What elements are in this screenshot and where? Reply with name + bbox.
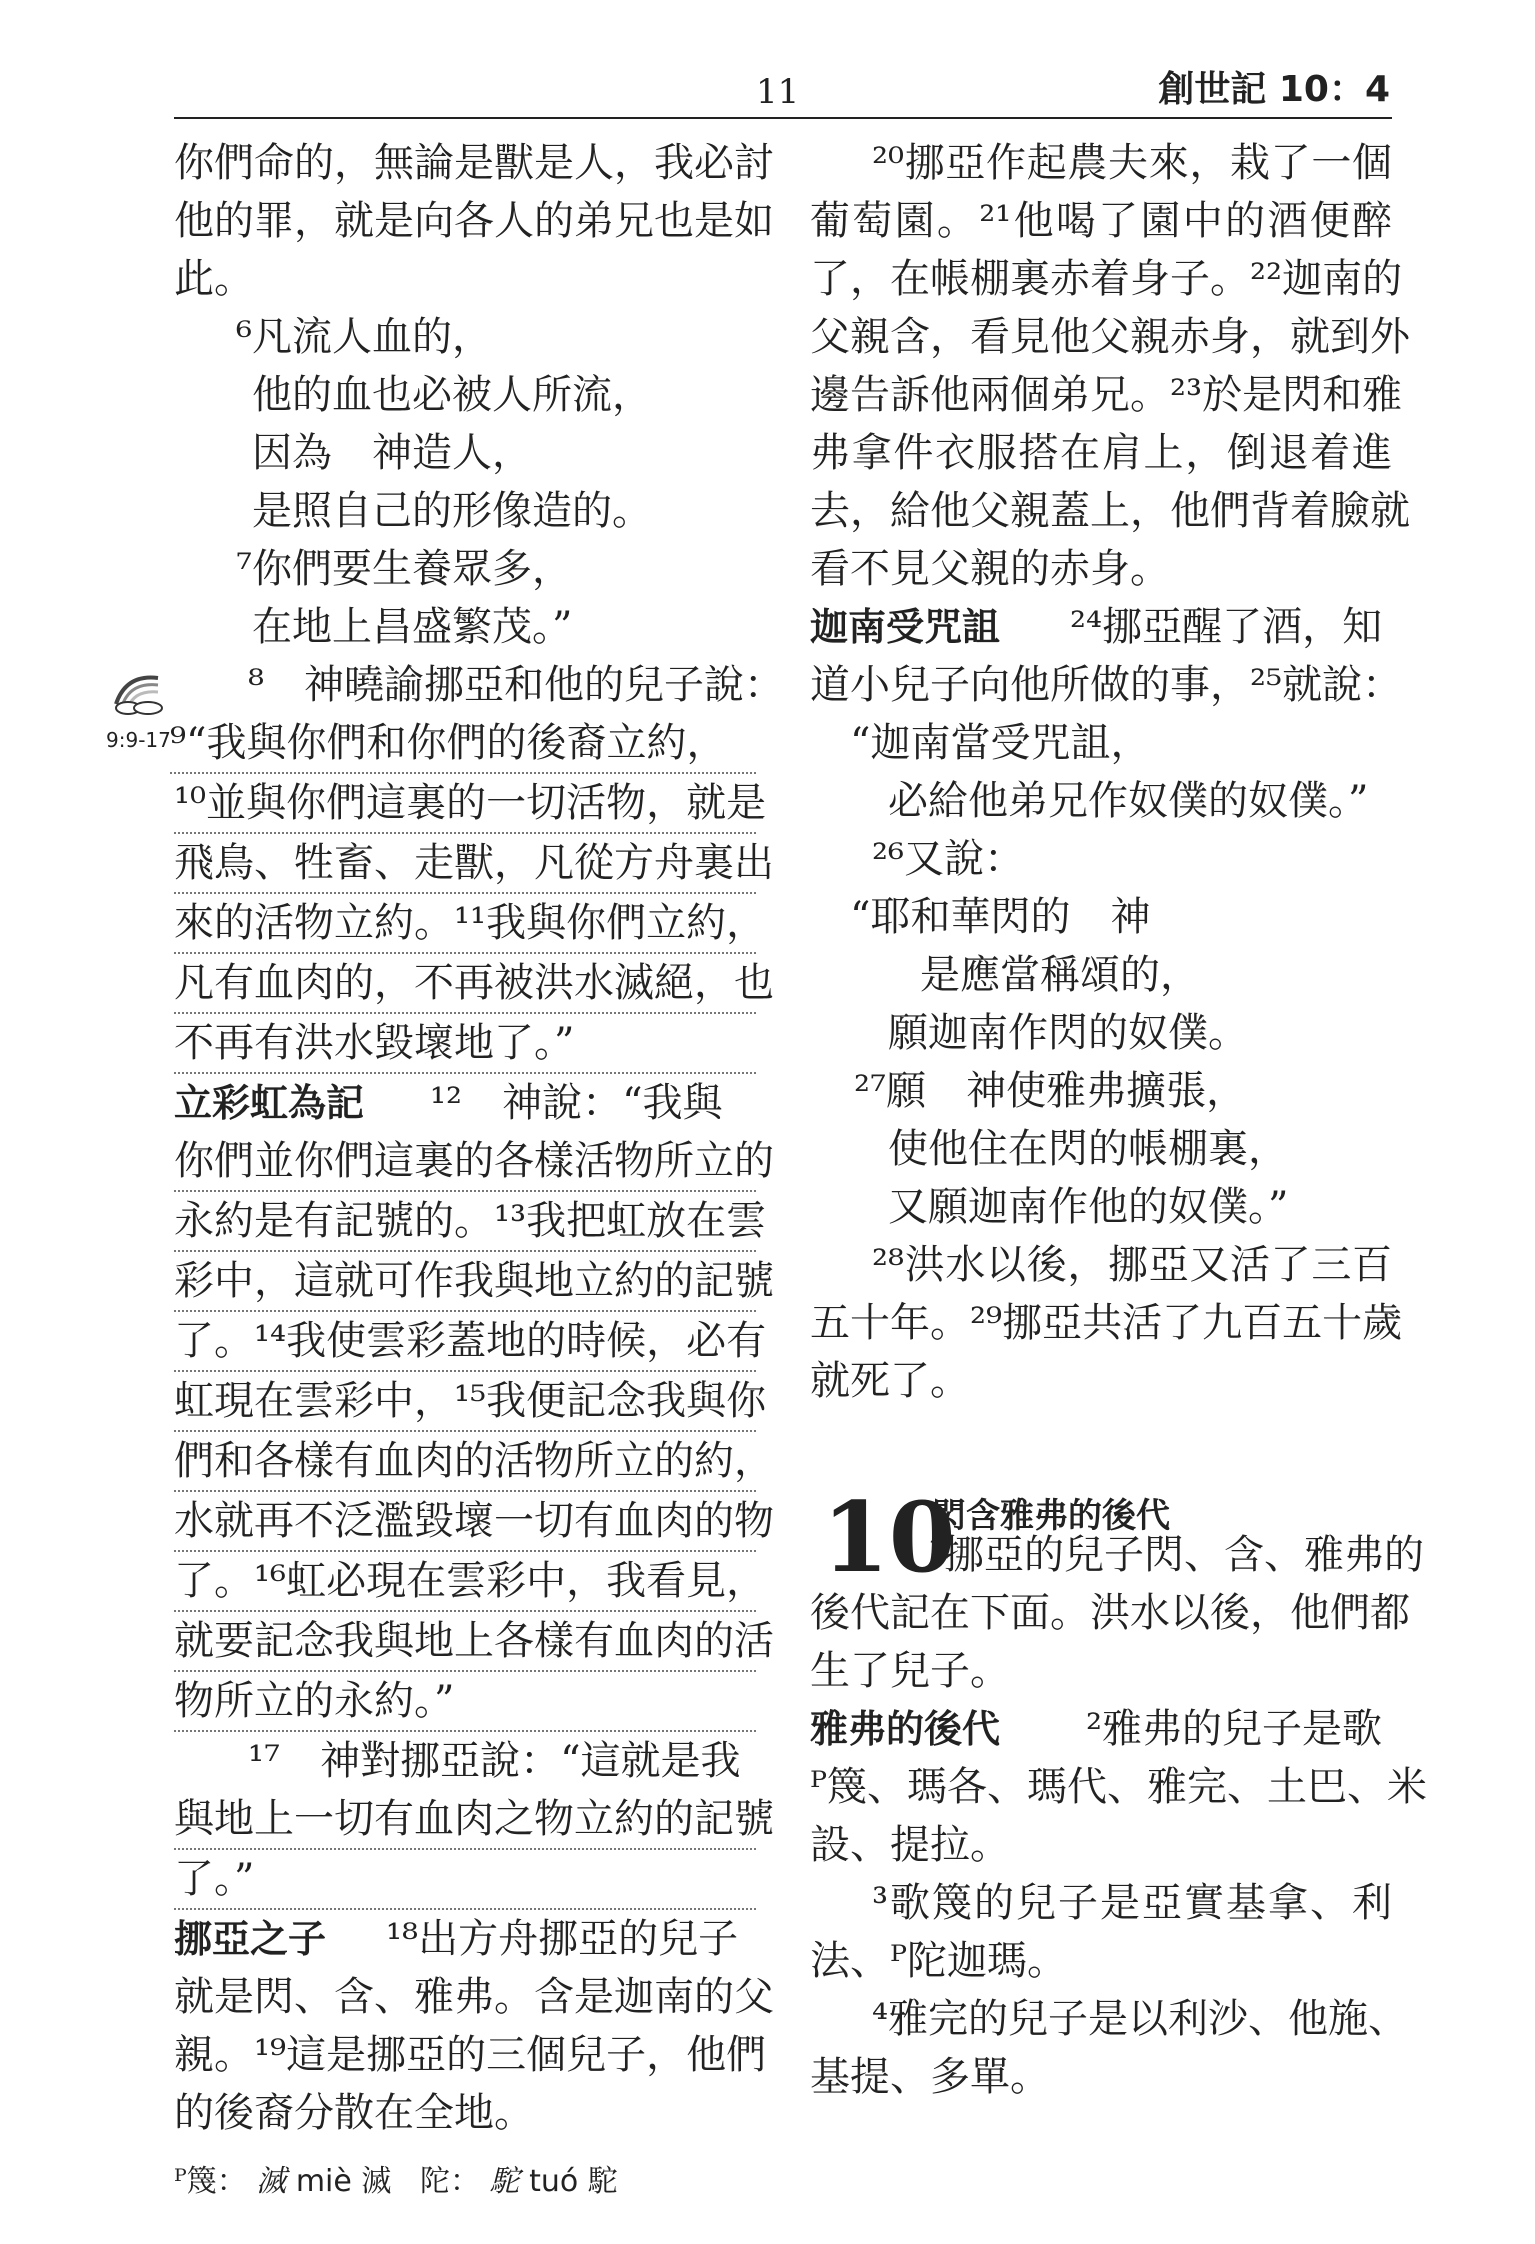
verse-line: 生了兒子。 [810, 1648, 1010, 1694]
verse-line: 五十年。²⁹挪亞共活了九百五十歲 [810, 1300, 1403, 1346]
section-heading: 立彩虹為記 [174, 1081, 365, 1125]
poetry-line: ⁶凡流人血的， [236, 314, 493, 360]
verse-line: ¹挪亞的兒子閃、含、雅弗的 [928, 1532, 1425, 1578]
verse-line: 父親含，看見他父親赤身，就到外 [810, 314, 1410, 360]
poetry-line: “耶和華閃的 神 [850, 894, 1151, 940]
verse-line: ᴾ篾、瑪各、瑪代、雅完、土巴、米 [810, 1764, 1427, 1810]
footnote-plain: 駝 [587, 2164, 618, 2199]
verse-line: 弗拿件衣服搭在肩上，倒退着進 [810, 430, 1392, 476]
footnote-term: 陀： [419, 2164, 480, 2199]
verse-line: ⁹“我與你們和你們的後裔立約， [170, 720, 727, 766]
verse-line: 了，在帳棚裏赤着身子。²²迦南的 [810, 256, 1403, 302]
verse-line: ²⁴挪亞醒了酒，知 [1070, 604, 1383, 650]
poetry-line: 是照自己的形像造的。 [252, 488, 652, 534]
poetry-line: 他的血也必被人所流， [252, 372, 652, 418]
poetry-line: ²⁷願 神使雅弗擴張， [854, 1068, 1247, 1114]
poetry-line: 願迦南作閃的奴僕。 [888, 1010, 1248, 1056]
poetry-line: ⁷你們要生養眾多， [236, 546, 573, 592]
verse-line: 他的罪，就是向各人的弟兄也是如 [174, 198, 774, 244]
poetry-line: 是應當稱頌的， [920, 952, 1200, 998]
verse-line: 來的活物立約。¹¹我與你們立約， [174, 900, 767, 946]
poetry-line: 又願迦南作他的奴僕。” [888, 1184, 1289, 1230]
verse-line: 凡有血肉的，不再被洪水滅絕，也 [174, 960, 774, 1006]
verse-line: 就要記念我與地上各樣有血肉的活 [174, 1618, 774, 1664]
footnote-variant: 駝 [489, 2164, 520, 2199]
verse-line: 邊告訴他兩個弟兄。²³於是閃和雅 [810, 372, 1403, 418]
cross-reference: 9:9-17 [106, 728, 171, 752]
verse-line: 此。 [174, 256, 254, 302]
footnote-term: 篾： [186, 2164, 247, 2199]
footnote-pinyin: tuó [529, 2164, 579, 2199]
verse-line: ¹² 神說：“我與 [430, 1080, 723, 1126]
verse-line: 基提、多單。 [810, 2054, 1050, 2100]
verse-line: 葡萄園。²¹他喝了園中的酒便醉 [810, 198, 1392, 244]
verse-line: 看不見父親的赤身。 [810, 546, 1170, 592]
left-column [170, 134, 785, 2142]
verse-line: ²⁸洪水以後，挪亞又活了三百 [872, 1242, 1392, 1288]
verse-line: ⁸ 神曉諭挪亞和他的兒子說： [248, 662, 785, 708]
poetry-line: 必給他弟兄作奴僕的奴僕。” [888, 778, 1369, 824]
poetry-line: “迦南當受咒詛， [850, 720, 1151, 766]
verse-line: 後代記在下面。洪水以後，他們都 [810, 1590, 1410, 1636]
chapter-number: 10 [822, 1481, 956, 1594]
header-rule [174, 117, 1392, 119]
verse-line: 虹現在雲彩中，¹⁵我便記念我與你 [174, 1378, 767, 1424]
verse-line: 水就再不泛濫毀壞一切有血肉的物 [174, 1498, 774, 1544]
verse-line: 設、提拉。 [810, 1822, 1010, 1868]
verse-line: ²雅弗的兒子是歌 [1086, 1706, 1383, 1752]
footnote-pinyin: miè [295, 2164, 352, 2199]
verse-line: ³歌篾的兒子是亞實基拿、利 [872, 1880, 1392, 1926]
chapter-title: 閃含雅弗的後代 [932, 1496, 1170, 1536]
footnote-variant: 滅 [256, 2164, 287, 2199]
verse-line: ²⁰挪亞作起農夫來，栽了一個 [872, 140, 1392, 186]
verse-line: 物所立的永約。” [174, 1678, 455, 1724]
poetry-line: 因為 神造人， [252, 430, 532, 476]
verse-line: 彩中，這就可作我與地立約的記號 [174, 1258, 774, 1304]
verse-line: 親。¹⁹這是挪亞的三個兒子，他們 [174, 2032, 767, 2078]
verse-line: ¹⁰並與你們這裏的一切活物，就是 [174, 780, 767, 826]
verse-line: 了。” [174, 1856, 255, 1902]
poetry-line: 在地上昌盛繁茂。” [252, 604, 573, 650]
verse-line: 了。¹⁶虹必現在雲彩中，我看見， [174, 1558, 767, 1604]
section-heading: 迦南受咒詛 [810, 605, 1001, 649]
verse-line: ¹⁸出方舟挪亞的兒子 [386, 1916, 739, 1962]
section-heading: 雅弗的後代 [810, 1707, 1001, 1751]
footnote [174, 2156, 618, 2200]
verse-line: 法、ᴾ陀迦瑪。 [810, 1938, 1067, 1984]
verse-line: 道小兒子向他所做的事，²⁵就說： [810, 662, 1403, 708]
verse-line: 永約是有記號的。¹³我把虹放在雲 [174, 1198, 767, 1244]
verse-line: 你們並你們這裏的各樣活物所立的 [174, 1138, 774, 1184]
verse-line: 不再有洪水毀壞地了。” [174, 1020, 575, 1066]
footnote-plain: 滅 [361, 2164, 392, 2199]
verse-line: 與地上一切有血肉之物立約的記號 [174, 1796, 774, 1842]
verse-line: 你們命的，無論是獸是人，我必討 [174, 140, 774, 186]
verse-line: ⁴雅完的兒子是以利沙、他施、 [872, 1996, 1409, 2042]
right-column [810, 134, 1427, 2106]
verse-line: 飛鳥、牲畜、走獸，凡從方舟裏出 [174, 840, 774, 886]
poetry-line: ²⁶又說： [872, 836, 1025, 882]
verse-line: 就是閃、含、雅弗。含是迦南的父 [174, 1974, 774, 2020]
page-number: 11 [756, 72, 800, 112]
running-head: 創世記 10：4 [1158, 69, 1390, 110]
verse-line: 們和各樣有血肉的活物所立的約， [174, 1438, 774, 1484]
verse-line: 就死了。 [810, 1358, 970, 1404]
footnote-marker: ᴾ [174, 2164, 187, 2199]
section-heading: 挪亞之子 [174, 1917, 327, 1961]
verse-line: 了。¹⁴我使雲彩蓋地的時候，必有 [174, 1318, 767, 1364]
rainbow-icon [110, 668, 166, 716]
verse-line: 去，給他父親蓋上，他們背着臉就 [810, 488, 1410, 534]
verse-line: 的後裔分散在全地。 [174, 2090, 534, 2136]
poetry-line: 使他住在閃的帳棚裏， [888, 1126, 1288, 1172]
verse-line: ¹⁷ 神對挪亞說：“這就是我 [248, 1738, 741, 1784]
